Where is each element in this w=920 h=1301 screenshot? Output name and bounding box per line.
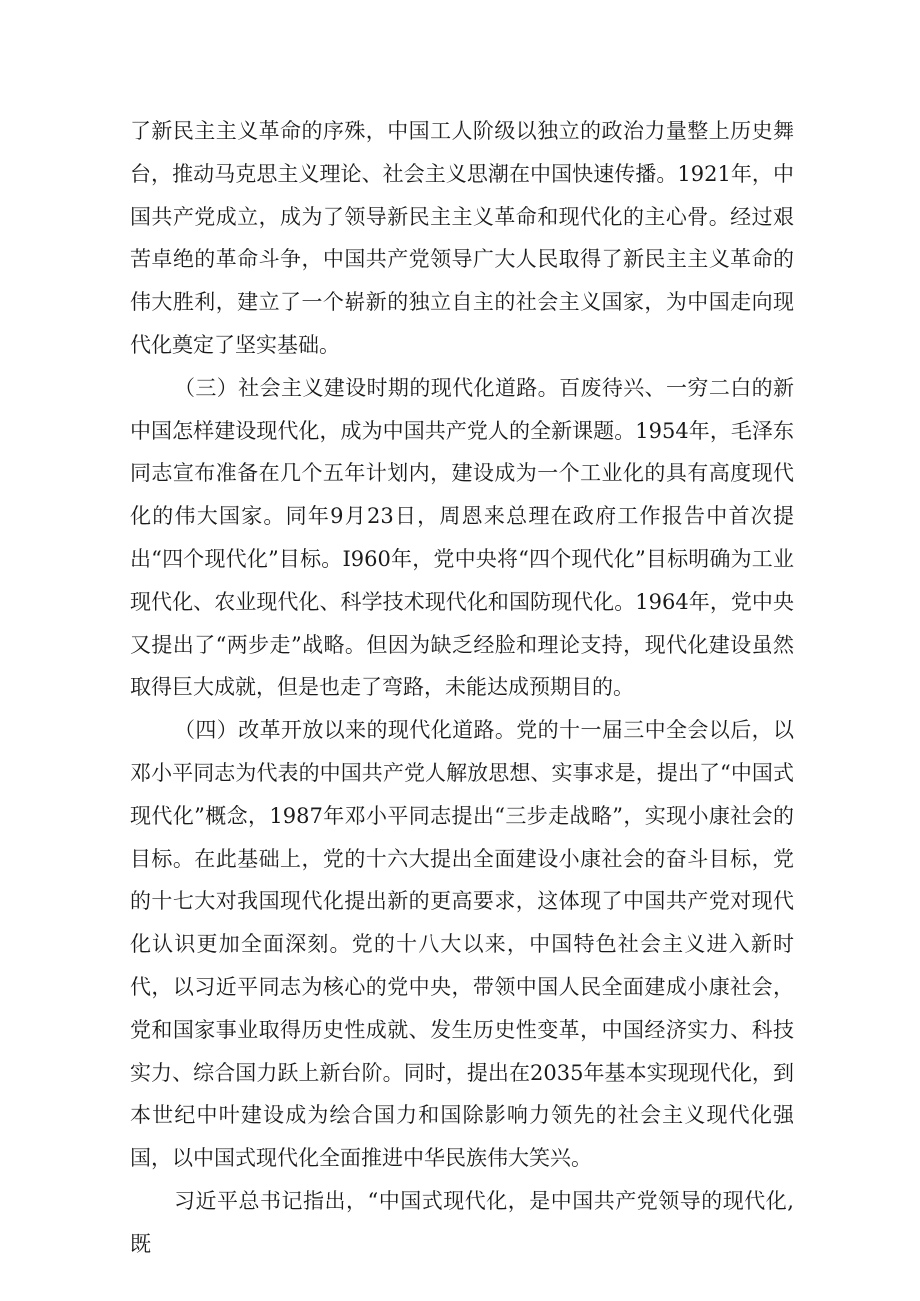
paragraph-continuation: 了新民主主义革命的序殊，中国工人阶级以独立的政治力量整上历史舞台，推动马克思主义理论、社会主义思潮在中国快速传播。1921年，中国共产党成立，成为了领导新民主主义革命和现代化的主心骨。经过艰苦卓绝的革命斗争，中国共产党领导广大人民取得了新民主主义革命的伟大胜利，建立了一个崭新的独立自主的社会主义国家，为中国走向现代化奠定了坚实基础。 <box>130 119 794 357</box>
paragraph-quote: 习近平总书记指出，“中国式现代化，是中国共产党领导的现代化,既 <box>130 1188 794 1256</box>
body-text <box>130 110 794 1266</box>
paragraph-section-three: （三）社会主义建设时期的现代化道路。百废待兴、一穷二白的新中国怎样建设现代化，成为中国共产党人的全新课题。1954年，毛泽东同志宣布准备在几个五年计划内，建设成为一个工业化的具有高度现代化的伟大国家。同年9月23日，周恩来总理在政府工作报告中首次提出“四个现代化”目标。I960年，党中央将“四个现代化”目标明确为工业现代化、农业现代化、科学技术现代化和国防现代化。1964年，党中央又提出了“两步走”战略。但因为缺乏经脸和理论支持，现代化建设虽然取得巨大成就，但是也走了弯路，未能达成预期目的。 <box>130 375 794 700</box>
paragraph-section-four: （四）改革开放以来的现代化道路。党的十一届三中全会以后，以邓小平同志为代表的中国共产党人解放思想、实事求是，提出了“中国式现代化”概念，1987年邓小平同志提出“三步走战略”，实现小康社会的目标。在此基础上，党的十六大提出全面建设小康社会的奋斗目标，党的十七大对我国现代化提出新的更高要求，这体现了中国共产党对现代化认识更加全面深刻。党的十八大以来，中国特色社会主义进入新时代，以习近平同志为核心的党中央，带领中国人民全面建成小康社会，党和国家事业取得历史性成就、发生历史性变革，中国经济实力、科技实力、综合国力跃上新台阶。同时，提出在2035年基本实现现代化，到本世纪中叶建设成为绘合国力和国除影响力领先的社会主义现代化强国，以中国式现代化全面推进中华民族伟大笑兴。 <box>130 718 794 1171</box>
